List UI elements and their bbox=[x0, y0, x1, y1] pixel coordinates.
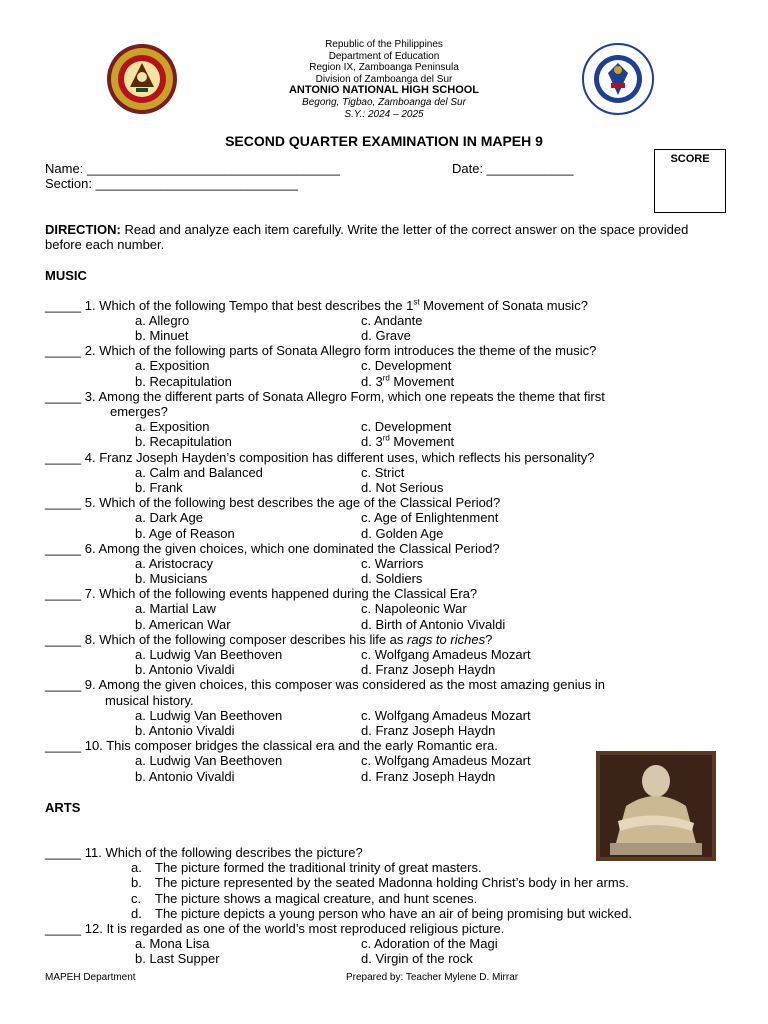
choice-b: b. Antonio Vivaldi bbox=[135, 768, 235, 784]
choice-b: b. Frank bbox=[135, 479, 183, 495]
score-label: SCORE bbox=[670, 153, 710, 165]
choice-c: c. Strict bbox=[361, 464, 405, 480]
choice-d: d. The picture depicts a young person who have an air of being promising but wicked. bbox=[131, 905, 632, 921]
header-line: Division of Zamboanga del Sur bbox=[315, 73, 453, 85]
choice-d: d. 3rd Movement bbox=[361, 373, 455, 389]
question-stem-end: Movement of Sonata music? bbox=[419, 297, 588, 313]
choice-a: a. Ludwig Van Beethoven bbox=[135, 647, 283, 663]
header-line: Republic of the Philippines bbox=[325, 39, 443, 50]
question-8 bbox=[45, 632, 725, 678]
question-stem: _____ 4. Franz Joseph Hayden’s composition has different uses, which reflects his personality? bbox=[45, 449, 595, 465]
question-stem: _____ 2. Which of the following parts of Sonata Allegro form introduces the theme of the music? bbox=[45, 343, 597, 359]
choice-c: c. The picture shows a magical creature, and hunt scenes. bbox=[131, 890, 478, 906]
question-stem: _____ 1. Which of the following Tempo that best describes the 1 bbox=[45, 297, 414, 313]
choice-a: a. Dark Age bbox=[135, 510, 203, 526]
choice-d: d. 3rd Movement bbox=[361, 434, 455, 450]
choice-c: c. Age of Enlightenment bbox=[361, 510, 499, 526]
superscript: st bbox=[413, 297, 420, 307]
choice-a: a. Mona Lisa bbox=[135, 936, 210, 952]
name-field[interactable]: Name: ___________________________________ bbox=[45, 161, 340, 176]
choice-d: d. Franz Joseph Haydn bbox=[361, 768, 496, 784]
choice-b: b. Recapitulation bbox=[135, 434, 232, 450]
school-address: Begong, Tigbao, Zamboanga del Sur bbox=[302, 96, 466, 108]
choice-b: b. Antonio Vivaldi bbox=[135, 723, 235, 739]
choice-a: a. The picture formed the traditional trinity of great masters. bbox=[131, 860, 482, 876]
choice-b: b. Last Supper bbox=[135, 951, 220, 967]
direction bbox=[45, 222, 725, 252]
choice-d: d. Golden Age bbox=[361, 525, 444, 541]
choice-a: a. Allegro bbox=[135, 312, 190, 328]
choice-b: b. American War bbox=[135, 616, 231, 632]
question-12 bbox=[45, 921, 725, 967]
choice-d: d. Franz Joseph Haydn bbox=[361, 723, 496, 739]
music-section-title: MUSIC bbox=[45, 268, 87, 284]
school-year: S.Y.: 2024 – 2025 bbox=[344, 108, 424, 120]
choice-c: c. Wolfgang Amadeus Mozart bbox=[361, 707, 531, 723]
pieta-sculpture-image bbox=[596, 751, 716, 861]
choice-c: c. Napoleonic War bbox=[361, 601, 467, 617]
question-stem: _____ 7. Which of the following events happened during the Classical Era? bbox=[45, 586, 478, 602]
choice-a: a. Martial Law bbox=[135, 601, 216, 617]
choice-a: a. Exposition bbox=[135, 358, 210, 374]
question-4 bbox=[45, 450, 725, 496]
question-5 bbox=[45, 495, 725, 541]
choice-b: b. The picture represented by the seated Madonna holding Christ’s body in her arms. bbox=[131, 875, 629, 891]
question-7 bbox=[45, 586, 725, 632]
choice-d: d. Soldiers bbox=[361, 571, 423, 587]
choice-c: c. Wolfgang Amadeus Mozart bbox=[361, 753, 531, 769]
emphasis-text: rags to riches bbox=[407, 631, 486, 647]
choice-c: c. Wolfgang Amadeus Mozart bbox=[361, 647, 531, 663]
choice-c: c. Adoration of the Magi bbox=[361, 936, 498, 952]
arts-section-title: ARTS bbox=[45, 799, 81, 815]
question-2 bbox=[45, 343, 725, 389]
question-1 bbox=[45, 298, 725, 344]
choice-d: d. Franz Joseph Haydn bbox=[361, 662, 496, 678]
direction-label: DIRECTION: bbox=[45, 222, 121, 237]
question-stem-end: ? bbox=[485, 631, 493, 647]
choice-a: a. Ludwig Van Beethoven bbox=[135, 753, 283, 769]
choice-b: b. Minuet bbox=[135, 328, 189, 343]
question-stem: _____ 3. Among the different parts of Sonata Allegro Form, which one repeats the theme that first bbox=[45, 388, 605, 404]
choice-a: a. Ludwig Van Beethoven bbox=[135, 707, 283, 723]
question-stem: _____ 10. This composer bridges the classical era and the early Romantic era. bbox=[45, 738, 498, 754]
score-box[interactable] bbox=[654, 149, 726, 213]
question-stem-continued: emerges? bbox=[110, 403, 168, 419]
exam-title: SECOND QUARTER EXAMINATION IN MAPEH 9 bbox=[225, 133, 543, 149]
choice-d: d. Virgin of the rock bbox=[361, 951, 473, 967]
question-stem: _____ 11. Which of the following describes the picture? bbox=[45, 845, 363, 860]
question-stem: _____ 5. Which of the following best describes the age of the Classical Period? bbox=[45, 495, 501, 511]
choice-b: b. Musicians bbox=[135, 571, 208, 587]
section-field[interactable]: Section: ____________________________ bbox=[45, 176, 299, 191]
question-stem: _____ 12. It is regarded as one of the world’s most reproduced religious picture. bbox=[45, 921, 505, 937]
choice-d: d. Grave bbox=[361, 328, 411, 343]
question-stem: _____ 6. Among the given choices, which one dominated the Classical Period? bbox=[45, 540, 500, 556]
question-stem-continued: musical history. bbox=[105, 692, 194, 708]
footer-prepared-by: Prepared by: Teacher Mylene D. Mirrar bbox=[346, 972, 519, 983]
school-header bbox=[0, 39, 768, 120]
choice-a: a. Calm and Balanced bbox=[135, 464, 263, 480]
choice-a: a. Aristocracy bbox=[135, 555, 214, 571]
question-stem: _____ 9. Among the given choices, this composer was considered as the most amazing genius in bbox=[45, 677, 606, 693]
choice-b: b. Age of Reason bbox=[135, 525, 235, 541]
header-line: Region IX, Zamboanga Peninsula bbox=[309, 62, 459, 74]
question-stem: _____ 8. Which of the following composer describes his life as bbox=[45, 631, 408, 647]
question-6 bbox=[45, 541, 725, 587]
choice-b: b. Antonio Vivaldi bbox=[135, 662, 235, 678]
choice-c: c. Development bbox=[361, 358, 452, 374]
choice-d: d. Birth of Antonio Vivaldi bbox=[361, 616, 506, 632]
choice-c: c. Warriors bbox=[361, 555, 424, 571]
choice-a: a. Exposition bbox=[135, 419, 210, 435]
question-9 bbox=[45, 677, 725, 738]
choice-c: c. Development bbox=[361, 419, 452, 435]
question-3 bbox=[45, 389, 725, 450]
school-name: ANTONIO NATIONAL HIGH SCHOOL bbox=[288, 84, 480, 97]
date-field[interactable]: Date: ____________ bbox=[452, 161, 574, 176]
header-line: Department of Education bbox=[328, 50, 440, 62]
footer-department: MAPEH Department bbox=[45, 972, 136, 983]
choice-b: b. Recapitulation bbox=[135, 373, 232, 389]
choice-c: c. Andante bbox=[361, 312, 423, 328]
choice-d: d. Not Serious bbox=[361, 479, 444, 495]
direction-text: Read and analyze each item carefully. Write the letter of the correct answer on the space provided before each number. bbox=[45, 222, 689, 253]
